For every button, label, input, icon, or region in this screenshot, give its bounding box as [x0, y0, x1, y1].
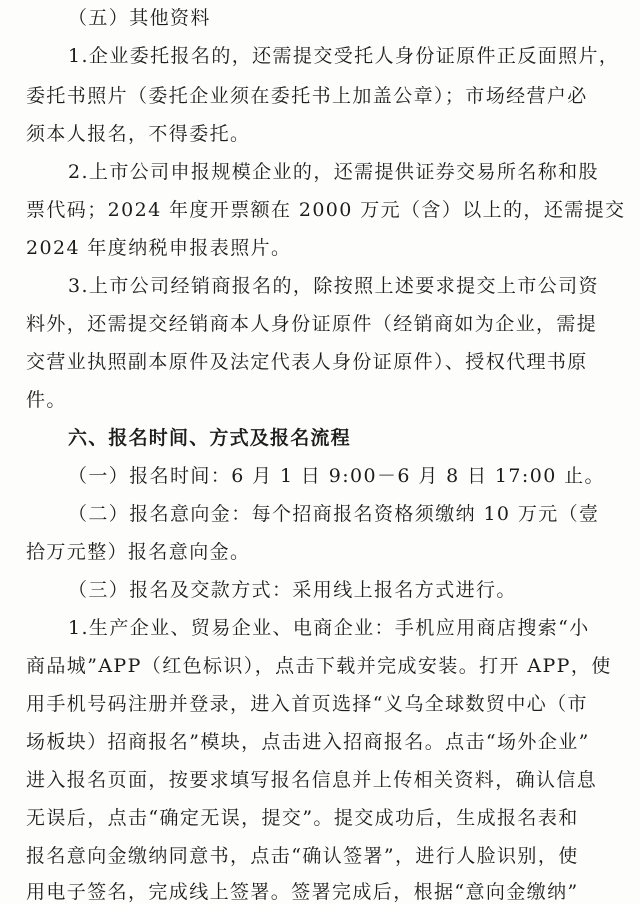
paragraph-4-line-2: 商品城”APP（红色标识），点击下载并完成安装。打开 APP，使 — [26, 655, 612, 677]
paragraph-2-line-1: 2.上市公司申报规模企业的，还需提供证券交易所名称和股 — [68, 161, 599, 183]
paragraph-3-line-1: 3.上市公司经销商报名的，除按照上述要求提交上市公司资 — [68, 275, 599, 297]
section-5-title: （五）其他资料 — [68, 7, 211, 29]
paragraph-1-line-2: 委托书照片（委托企业须在委托书上加盖公章）；市场经营户必 — [26, 85, 588, 107]
section-6-item-2-line-1: （二）报名意向金：每个招商报名资格须缴纳 10 万元（壹 — [68, 503, 600, 525]
paragraph-1-line-3: 须本人报名，不得委托。 — [26, 123, 251, 145]
paragraph-4-line-5: 进入报名页面，按要求填写报名信息并上传相关资料，确认信息 — [26, 769, 598, 791]
paragraph-3-line-3: 交营业执照副本原件及法定代表人身份证原件）、授权代理书原 — [26, 351, 588, 373]
paragraph-4-line-1: 1.生产企业、贸易企业、电商企业：手机应用商店搜索“小 — [68, 617, 590, 639]
paragraph-1-line-1: 1.企业委托报名的，还需提交受托人身份证原件正反面照片， — [68, 45, 620, 67]
paragraph-4-line-4: 场板块）招商报名”模块，点击进入招商报名。点击“场外企业” — [26, 731, 590, 753]
paragraph-3-line-4: 件。 — [26, 389, 67, 411]
paragraph-3-line-2: 料外，还需提交经销商本人身份证原件（经销商如为企业，需提 — [26, 313, 598, 335]
paragraph-2-line-2: 票代码；2024 年度开票额在 2000 万元（含）以上的，还需提交 — [26, 199, 626, 221]
paragraph-4-line-3: 用手机号码注册并登录，进入首页选择“义乌全球数贸中心（市 — [26, 693, 588, 715]
section-6-item-3: （三）报名及交款方式：采用线上报名方式进行。 — [68, 579, 517, 601]
paragraph-4-line-8: 用电子签名，完成线上签署。签署完成后，根据“意向金缴纳” — [26, 881, 579, 903]
section-6-item-1: （一）报名时间：6 月 1 日 9:00－6 月 8 日 17:00 止。 — [68, 465, 605, 487]
section-6-item-2-line-2: 拾万元整）报名意向金。 — [26, 541, 251, 563]
paragraph-4-line-7: 报名意向金缴纳同意书，点击“确认签署”，进行人脸识别，使 — [26, 845, 579, 867]
section-6-title: 六、报名时间、方式及报名流程 — [68, 427, 351, 449]
paragraph-2-line-3: 2024 年度纳税申报表照片。 — [26, 237, 292, 259]
paragraph-4-line-6: 无误后，点击“确定无误，提交”。提交成功后，生成报名表和 — [26, 807, 579, 829]
